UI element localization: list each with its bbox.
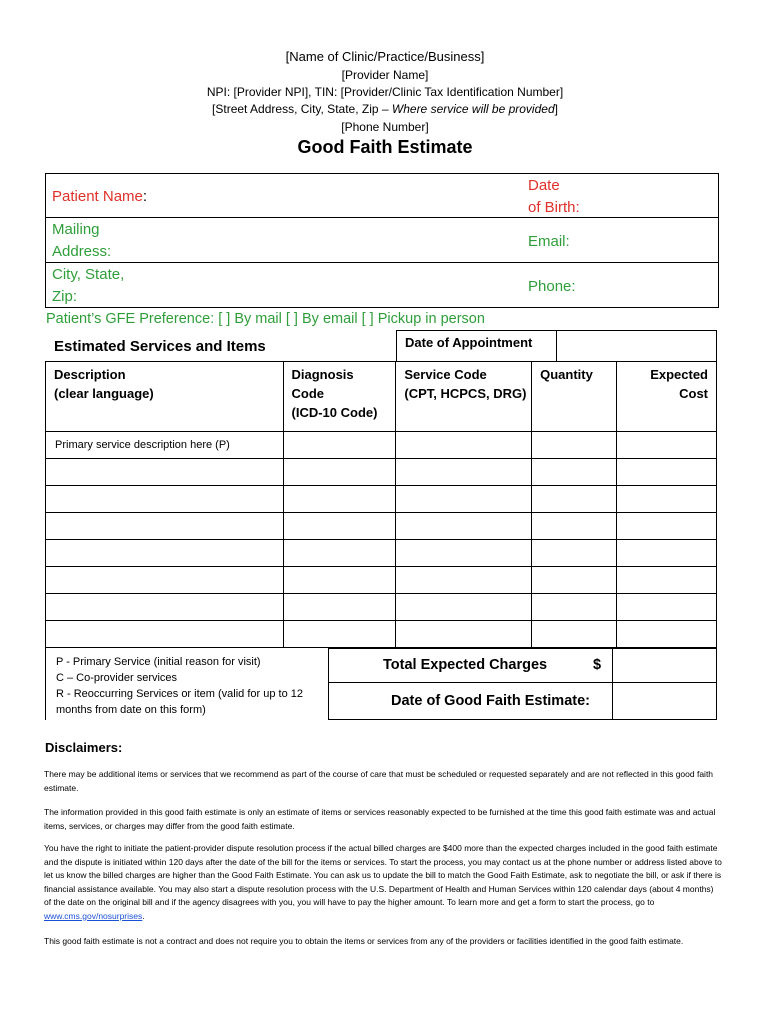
- table-cell[interactable]: [283, 486, 396, 513]
- col-diagnosis-line2: Code: [291, 386, 325, 401]
- table-cell[interactable]: [46, 594, 284, 621]
- page-title: Good Faith Estimate: [297, 137, 473, 157]
- table-cell[interactable]: [617, 459, 717, 486]
- total-expected-charges-label: Total Expected Charges: [383, 657, 548, 673]
- disclaimer-3: [44, 842, 722, 923]
- col-description-line2: (clear language): [54, 386, 154, 401]
- col-description-line1: Description: [54, 367, 126, 382]
- legend-left-border: [45, 648, 46, 720]
- city-label-2: Zip:: [52, 288, 78, 305]
- cms-nosurprises-link[interactable]: www.cms.gov/nosurprises: [44, 910, 143, 921]
- provider-name: [Provider Name]: [341, 68, 429, 82]
- table-cell[interactable]: [396, 621, 532, 648]
- legend-primary: P - Primary Service (initial reason for visit): [56, 656, 261, 668]
- table-cell[interactable]: [617, 540, 717, 567]
- email-label: Email:: [528, 233, 570, 250]
- table-row: [46, 594, 717, 621]
- table-cell[interactable]: [396, 594, 532, 621]
- col-quantity: [532, 362, 617, 432]
- table-cell[interactable]: [46, 540, 284, 567]
- business-name: [Name of Clinic/Practice/Business]: [285, 49, 485, 64]
- phone-label: Phone:: [528, 278, 576, 295]
- npi-tin: NPI: [Provider NPI], TIN: [Provider/Clinic Tax Identification Number]: [206, 85, 564, 99]
- date-of-gfe-value[interactable]: [613, 684, 715, 718]
- gfe-preference: Patient’s GFE Preference: [ ] By mail [ ] By email [ ] Pickup in person: [46, 311, 485, 327]
- table-cell[interactable]: [283, 540, 396, 567]
- table-cell[interactable]: [532, 621, 617, 648]
- col-service-code-line2: (CPT, HCPCS, DRG): [404, 386, 527, 401]
- disclaimer-3-end: .: [142, 910, 145, 921]
- table-row: [46, 486, 717, 513]
- table-cell[interactable]: [46, 486, 284, 513]
- table-row: [46, 459, 717, 486]
- col-expected-line1: Expected: [650, 367, 708, 382]
- address-prefix: [Street Address, City, State, Zip –: [212, 102, 392, 116]
- table-cell[interactable]: [283, 513, 396, 540]
- table-cell[interactable]: [532, 486, 617, 513]
- legend-reoccurring-1: R - Reoccurring Services or item (valid for up to 12: [56, 688, 303, 700]
- table-cell[interactable]: [532, 567, 617, 594]
- total-currency-symbol: $: [593, 657, 602, 673]
- table-cell-description[interactable]: [46, 432, 284, 459]
- col-diagnosis-line3: (ICD-10 Code): [291, 405, 378, 420]
- table-cell[interactable]: [46, 513, 284, 540]
- table-row: [46, 621, 717, 648]
- table-cell[interactable]: [396, 459, 532, 486]
- table-cell[interactable]: [46, 567, 284, 594]
- table-cell[interactable]: [617, 567, 717, 594]
- table-row: [46, 432, 717, 459]
- total-expected-charges-value[interactable]: [613, 650, 715, 680]
- services-section-title: Estimated Services and Items: [54, 338, 266, 355]
- table-cell[interactable]: [46, 621, 284, 648]
- table-cell[interactable]: [532, 513, 617, 540]
- table-cell[interactable]: [532, 459, 617, 486]
- first-row-description: Primary service description here (P): [55, 439, 230, 451]
- legend-reoccurring-2: months from date on this form): [56, 704, 206, 716]
- table-cell[interactable]: [396, 513, 532, 540]
- table-cell[interactable]: [532, 594, 617, 621]
- table-cell[interactable]: [283, 621, 396, 648]
- table-cell[interactable]: [396, 540, 532, 567]
- legend-co-provider: C – Co-provider services: [56, 672, 178, 684]
- address-suffix: ]: [554, 102, 558, 116]
- col-expected-cost: [617, 362, 717, 432]
- service-address: [0, 101, 770, 118]
- col-description: [46, 362, 284, 432]
- date-of-appointment-divider: [556, 330, 557, 362]
- col-expected-line2: Cost: [679, 386, 708, 401]
- mailing-label-1: Mailing: [52, 221, 100, 238]
- table-cell[interactable]: [396, 567, 532, 594]
- table-cell[interactable]: [283, 459, 396, 486]
- dob-label-2: of Birth:: [528, 199, 580, 216]
- disclaimer-3-text: You have the right to initiate the patient-provider dispute resolution process if the actual billed charges are $400 more than the expected charges included in the good faith estimate and the dispute is initiated within 120 days after the date of the bill for the items or services. To start the process, you may contact us at the phone number or address listed above to let us know the billed charges are higher than the Good Faith Estimate. You can ask us to update the bill to match the Good Faith Estimate, ask to negotiate the bill, or ask if there is financial assistance available. You may also start a dispute resolution process with the U.S. Department of Health and Human Services within 120 calendar days (about 4 months) of the date on the original bill and if the agency disagrees with you, you will have to pay the higher amount. To learn more and get a form to start the process, go to: [44, 843, 722, 907]
- col-quantity-line1: Quantity: [540, 367, 593, 382]
- table-cell[interactable]: [617, 432, 717, 459]
- address-italic: Where service will be provided: [391, 102, 555, 116]
- phone-number: [Phone Number]: [341, 120, 429, 134]
- disclaimers-heading: Disclaimers:: [45, 740, 123, 755]
- disclaimer-2: The information provided in this good faith estimate is only an estimate of items or services reasonably expected to be furnished at the time this good faith estimate was and actual items, services, or charges may differ from the good faith estimate.: [44, 807, 716, 831]
- mailing-label-2: Address:: [52, 243, 112, 260]
- date-of-gfe-label: Date of Good Faith Estimate:: [391, 693, 590, 709]
- table-cell[interactable]: [396, 432, 532, 459]
- disclaimer-4: This good faith estimate is not a contract and does not require you to obtain the items or services from any of the providers or facilities identified in the good faith estimate.: [44, 936, 684, 946]
- col-diagnosis-line1: Diagnosis: [291, 367, 354, 382]
- table-cell[interactable]: [617, 621, 717, 648]
- table-row: [46, 567, 717, 594]
- table-cell[interactable]: [283, 594, 396, 621]
- table-header-row: [46, 362, 717, 432]
- date-of-appointment-value[interactable]: [558, 332, 715, 360]
- services-table: [45, 361, 717, 648]
- disclaimer-1: There may be additional items or services that we recommend as part of the course of care that must be scheduled or requested separately and are not reflected in this good faith estimate.: [44, 769, 714, 793]
- table-cell[interactable]: [396, 486, 532, 513]
- patient-name-colon: :: [142, 188, 148, 205]
- col-service-code-line1: Service Code: [404, 367, 487, 382]
- table-cell[interactable]: [617, 486, 717, 513]
- table-cell[interactable]: [532, 432, 617, 459]
- date-of-appointment-label: Date of Appointment: [405, 335, 533, 350]
- col-service-code: [396, 362, 532, 432]
- table-cell[interactable]: [617, 513, 717, 540]
- city-label-1: City, State,: [52, 266, 125, 283]
- patient-name-label: Patient Name: [52, 188, 143, 205]
- table-cell[interactable]: [283, 432, 396, 459]
- col-diagnosis: [283, 362, 396, 432]
- table-cell[interactable]: [283, 567, 396, 594]
- table-cell[interactable]: [617, 594, 717, 621]
- patient-name-field[interactable]: [52, 186, 147, 208]
- table-row: [46, 513, 717, 540]
- table-cell[interactable]: [46, 459, 284, 486]
- dob-label-1: Date: [528, 177, 560, 194]
- table-row: [46, 540, 717, 567]
- table-cell[interactable]: [532, 540, 617, 567]
